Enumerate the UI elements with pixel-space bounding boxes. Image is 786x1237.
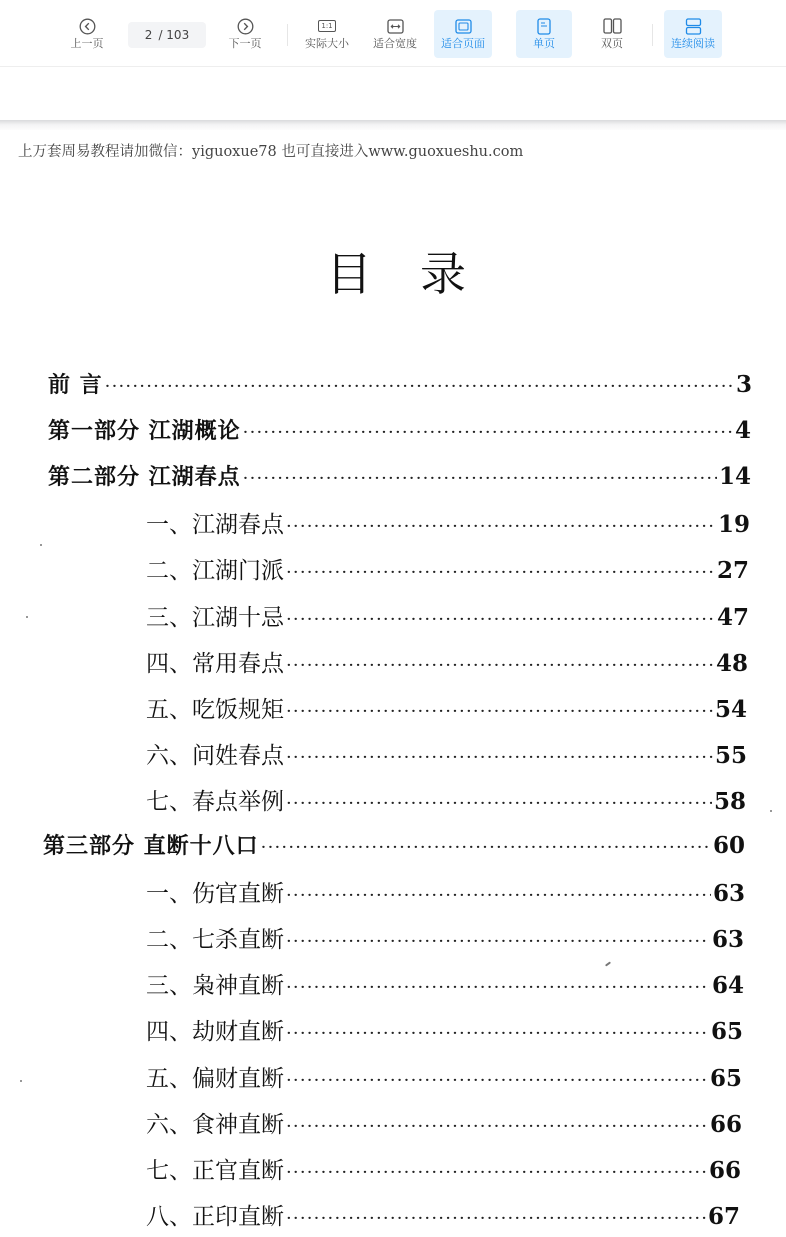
toc-row (48, 414, 751, 445)
toc-row (146, 1106, 742, 1139)
chevron-right-circle-icon (237, 17, 254, 35)
toc-entry-title: 一、江湖春点 (146, 512, 284, 539)
toc-row (146, 552, 749, 585)
toc-entry-title: 第三部分 直断十八口 (43, 834, 259, 859)
single-page-button[interactable] (516, 10, 572, 58)
toc-page-number: 4 (734, 417, 751, 445)
toc-page-number: 3 (735, 371, 752, 398)
scan-speck (605, 961, 611, 966)
toc-entry-title: 五、偏财直断 (146, 1065, 284, 1092)
fit-page-label: 适合页面 (441, 37, 485, 50)
toc-dot-leader (286, 1116, 708, 1137)
toc-page-number: 63 (711, 926, 744, 954)
scan-speck (26, 616, 28, 618)
toc-dot-leader (286, 655, 714, 676)
toc-entry-title: 第二部分 江湖春点 (48, 465, 241, 491)
actual-size-icon: 1:1 (318, 17, 335, 35)
toc-entry-title: 三、江湖十忌 (146, 604, 284, 631)
double-page-label: 双页 (601, 37, 623, 50)
toc-entry-title: 第一部分 江湖概论 (48, 419, 241, 445)
fit-width-label: 适合宽度 (373, 37, 417, 50)
toc-page-number: 19 (717, 511, 750, 539)
toc-row (146, 1198, 740, 1231)
fit-width-icon (387, 17, 404, 35)
scan-speck (40, 544, 42, 546)
toc-row (43, 829, 745, 860)
toc-page-number: 14 (718, 463, 751, 491)
toc-page-number: 66 (709, 1110, 742, 1138)
toc-row (146, 875, 745, 908)
toc-entry-title: 七、正官直断 (146, 1157, 284, 1184)
toc-dot-leader (243, 422, 733, 443)
toc-dot-leader (286, 885, 711, 906)
toc-entry-title: 六、问姓春点 (146, 742, 284, 769)
page-current-input[interactable]: 2 (144, 28, 153, 42)
toc-entry-title: 一、伤官直断 (146, 881, 284, 908)
toc-dot-leader (286, 977, 710, 998)
toc-entry-title: 二、七杀直断 (146, 927, 284, 954)
toc-row (146, 737, 747, 770)
toc-page-number: 66 (708, 1156, 741, 1184)
toc-page-number: 55 (714, 741, 747, 769)
toolbar-divider (652, 24, 653, 46)
double-page-icon (603, 17, 622, 35)
fit-width-button[interactable] (366, 10, 424, 58)
next-page-button[interactable] (220, 10, 270, 58)
toc-dot-leader (286, 1208, 706, 1229)
scan-speck (20, 1080, 22, 1082)
toc-page-number: 64 (711, 972, 744, 1000)
toc-entry-title: 三、枭神直断 (146, 973, 284, 1000)
toc-dot-leader (286, 793, 712, 814)
toc-row (146, 1152, 741, 1185)
toc-row (48, 460, 751, 491)
toc-entry-title: 六、食神直断 (146, 1111, 284, 1138)
toc-page-number: 47 (716, 603, 749, 631)
actual-size-label: 实际大小 (305, 37, 349, 50)
toc-dot-leader (286, 701, 713, 722)
toc-dot-leader (286, 1162, 707, 1183)
viewer-gap (0, 67, 786, 122)
page-indicator[interactable] (128, 22, 206, 48)
toc-entry-title: 前 言 (48, 373, 103, 398)
continuous-reading-button[interactable] (664, 10, 722, 58)
actual-size-button[interactable] (298, 10, 356, 58)
toc-dot-leader (286, 516, 716, 537)
toc-row (146, 783, 746, 816)
continuous-reading-label: 连续阅读 (671, 37, 715, 50)
toc-dot-leader (261, 837, 711, 858)
page-title: 目录 (326, 247, 514, 301)
toc-page-number: 58 (713, 787, 746, 815)
document-page (0, 130, 786, 1237)
viewer-toolbar (0, 0, 786, 67)
toc-page-number: 65 (709, 1064, 742, 1092)
next-page-label: 下一页 (228, 37, 262, 50)
toc-page-number: 67 (707, 1202, 740, 1230)
toc-entry-title: 八、正印直断 (146, 1203, 284, 1230)
toc-entry-title: 四、常用春点 (146, 650, 284, 677)
toc-page-number: 54 (714, 695, 747, 723)
single-page-icon (537, 17, 551, 35)
page-total: / 103 (158, 28, 190, 42)
toc-dot-leader (286, 609, 715, 630)
toc-row (146, 921, 744, 954)
single-page-label: 单页 (533, 37, 555, 50)
continuous-reading-icon (685, 17, 702, 35)
toc-row (146, 645, 748, 678)
toc-dot-leader (105, 376, 734, 397)
toc-page-number: 65 (710, 1018, 743, 1046)
toc-dot-leader (286, 747, 713, 768)
toc-row (146, 599, 749, 632)
scan-speck (770, 810, 772, 812)
toc-entry-title: 二、江湖门派 (146, 558, 284, 585)
watermark-text: 上万套周易教程请加微信：yiguoxue78 也可直接进入www.guoxueshu.com (18, 144, 524, 160)
toc-dot-leader (286, 562, 715, 583)
toc-page-number: 27 (716, 557, 749, 585)
toc-page-number: 63 (712, 880, 745, 908)
toc-row (146, 1060, 742, 1093)
prev-page-label: 上一页 (70, 37, 104, 50)
toc-entry-title: 五、吃饭规矩 (146, 696, 284, 723)
prev-page-button[interactable] (62, 10, 112, 58)
toc-page-number: 48 (715, 649, 748, 677)
chevron-left-circle-icon (79, 17, 96, 35)
fit-page-icon (455, 17, 472, 35)
toc-dot-leader (286, 1023, 709, 1044)
toc-row (146, 1013, 743, 1046)
toc-row (146, 967, 744, 1000)
toc-entry-title: 七、春点举例 (146, 788, 284, 815)
toc-dot-leader (286, 931, 710, 952)
toc-page-number: 60 (712, 832, 745, 859)
fit-page-button[interactable] (434, 10, 492, 58)
double-page-button[interactable] (584, 10, 640, 58)
toc-dot-leader (286, 1070, 708, 1091)
toc-dot-leader (243, 468, 717, 489)
toolbar-divider (287, 24, 288, 46)
toc-row (146, 691, 747, 724)
toc-row (48, 368, 752, 399)
toc-row (146, 506, 750, 539)
toc-entry-title: 四、劫财直断 (146, 1019, 284, 1046)
